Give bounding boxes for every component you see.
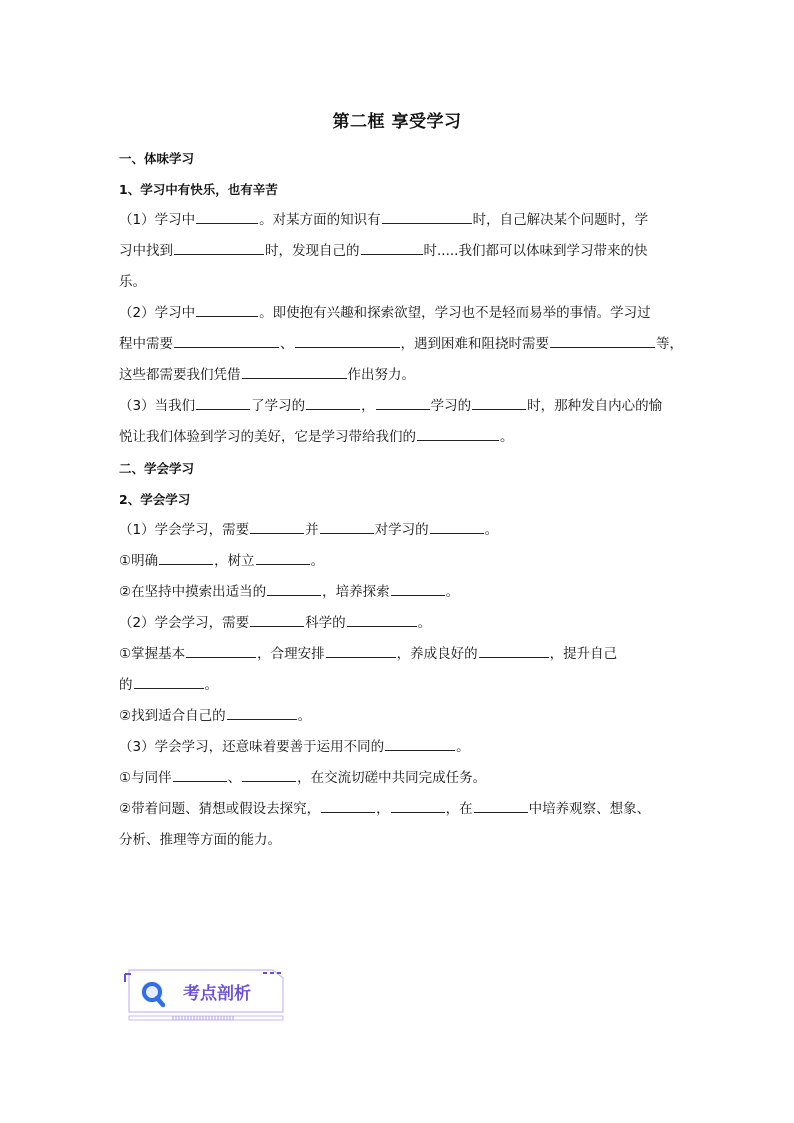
text: 、 [227, 770, 242, 786]
question-3-item-2 [119, 794, 689, 825]
text: 。 [297, 708, 312, 724]
fill-blank[interactable] [385, 736, 455, 751]
fill-blank[interactable] [474, 798, 528, 813]
fill-blank[interactable] [227, 705, 297, 720]
subheading-2: 2、学会学习 [119, 492, 191, 507]
search-icon [141, 981, 163, 1005]
paragraph-1-line-1 [119, 205, 689, 236]
fill-blank[interactable] [417, 426, 499, 441]
text: 。 [500, 429, 514, 445]
question-3 [119, 732, 689, 763]
text: 时，自己解决某个问题时，学 [472, 212, 649, 228]
subheading-1: 1、学习中有快乐，也有辛苦 [119, 182, 278, 197]
text: 。 [445, 584, 460, 600]
section-heading-2: 二、学会学习 [119, 461, 195, 476]
question-1-item-1 [119, 546, 689, 577]
text: 的 [119, 677, 133, 693]
fill-blank[interactable] [242, 364, 347, 379]
fill-blank[interactable] [321, 798, 375, 813]
badge-comb-ticks [173, 1016, 233, 1020]
text: （3）当我们 [119, 398, 196, 414]
text: 这些都需要我们凭借 [119, 367, 241, 383]
fill-blank[interactable] [134, 674, 204, 689]
badge-frame [123, 968, 291, 1023]
fill-blank[interactable] [295, 333, 400, 348]
text: （2）学会学习，需要 [119, 615, 250, 631]
text: 对学习的 [374, 522, 429, 538]
fill-blank[interactable] [382, 209, 472, 224]
text: 等， [656, 336, 683, 352]
text: ②在坚持中摸索出适当的 [119, 584, 267, 600]
text: ，培养探索 [322, 584, 390, 600]
text: 。 [417, 615, 432, 631]
text: ，在交流切磋中共同完成任务。 [297, 770, 487, 786]
fill-blank[interactable] [550, 333, 655, 348]
fill-blank[interactable] [267, 581, 321, 596]
fill-blank[interactable] [159, 550, 213, 565]
fill-blank[interactable] [361, 240, 423, 255]
question-3-item-2-cont: 分析、推理等方面的能力。 [119, 832, 281, 848]
paragraph-2-line-2 [119, 329, 689, 360]
question-3-item-1 [119, 763, 689, 794]
fill-blank[interactable] [472, 395, 526, 410]
text: 。 [456, 739, 470, 755]
fill-blank[interactable] [430, 519, 484, 534]
fill-blank[interactable] [250, 612, 304, 627]
text: 。 [204, 677, 218, 693]
fill-blank[interactable] [326, 643, 396, 658]
exam-point-badge [123, 968, 291, 1023]
question-2-item-1-cont [119, 670, 689, 701]
document-body [119, 143, 689, 856]
text: 。对某方面的知识有 [259, 212, 381, 228]
text: 、 [280, 336, 294, 352]
text: （3）学会学习，还意味着要善于运用不同的 [119, 739, 385, 755]
fill-blank[interactable] [347, 612, 417, 627]
fill-blank[interactable] [196, 209, 258, 224]
paragraph-3-line-2 [119, 422, 689, 453]
text: ①掌握基本 [119, 646, 186, 662]
text: ②带着问题、猜想或假设去探究， [119, 801, 321, 817]
text: ②找到适合自己的 [119, 708, 226, 724]
fill-blank[interactable] [173, 767, 227, 782]
text: ①明确 [119, 553, 159, 569]
text: ①与同伴 [119, 770, 172, 786]
page-title: 第二框 享受学习 [332, 112, 462, 132]
text: ，树立 [214, 553, 255, 569]
text: 时，那种发自内心的愉 [527, 398, 663, 414]
text: 程中需要 [119, 336, 173, 352]
paragraph-2-line-3 [119, 360, 689, 391]
paragraph-1-line-2 [119, 236, 689, 267]
text: 中培养观察、想象、 [528, 801, 651, 817]
text: 学习的 [430, 398, 472, 414]
text: 。 [484, 522, 499, 538]
fill-blank[interactable] [256, 550, 310, 565]
fill-blank[interactable] [186, 643, 256, 658]
paragraph-2-line-1 [119, 298, 689, 329]
text: 并 [305, 522, 319, 538]
text: ，养成良好的 [396, 646, 478, 662]
fill-blank[interactable] [479, 643, 549, 658]
question-1-item-2 [119, 577, 689, 608]
text: 时.....我们都可以体味到学习带来的快 [423, 243, 648, 259]
text: ，提升自己 [549, 646, 618, 662]
text: ， [376, 801, 390, 817]
fill-blank[interactable] [242, 767, 296, 782]
text: 。即使抱有兴趣和探索欲望，学习也不是轻而易举的事情。学习过 [259, 305, 651, 321]
question-2-item-1 [119, 639, 689, 670]
section-heading-1: 一、体味学习 [119, 151, 195, 166]
fill-blank[interactable] [196, 302, 258, 317]
text: 作出努力。 [347, 367, 415, 383]
fill-blank[interactable] [391, 798, 445, 813]
fill-blank[interactable] [376, 395, 430, 410]
text: ，遇到困难和阻挠时需要 [400, 336, 549, 352]
fill-blank[interactable] [196, 395, 250, 410]
fill-blank[interactable] [306, 395, 360, 410]
text: 科学的 [305, 615, 346, 631]
question-2-item-2 [119, 701, 689, 732]
text: 悦让我们体验到学习的美好，它是学习带给我们的 [119, 429, 416, 445]
fill-blank[interactable] [174, 333, 279, 348]
badge-corner [125, 974, 131, 982]
text: ，合理安排 [257, 646, 325, 662]
text: ，在 [445, 801, 473, 817]
text: 。 [310, 553, 325, 569]
text: （2）学习中 [119, 305, 196, 321]
fill-blank[interactable] [391, 581, 445, 596]
fill-blank[interactable] [174, 240, 264, 255]
text: 习中找到 [119, 243, 173, 259]
question-1 [119, 515, 689, 546]
question-2 [119, 608, 689, 639]
text: 了学习的 [251, 398, 306, 414]
text: 时，发现自己的 [265, 243, 360, 259]
paragraph-3-line-1 [119, 391, 689, 422]
badge-label: 考点剖析 [183, 984, 251, 1004]
fill-blank[interactable] [320, 519, 374, 534]
fill-blank[interactable] [250, 519, 304, 534]
text: （1）学习中 [119, 212, 196, 228]
text: （1）学会学习，需要 [119, 522, 250, 538]
paragraph-1-line-3: 乐。 [119, 274, 146, 290]
text: ， [361, 398, 375, 414]
